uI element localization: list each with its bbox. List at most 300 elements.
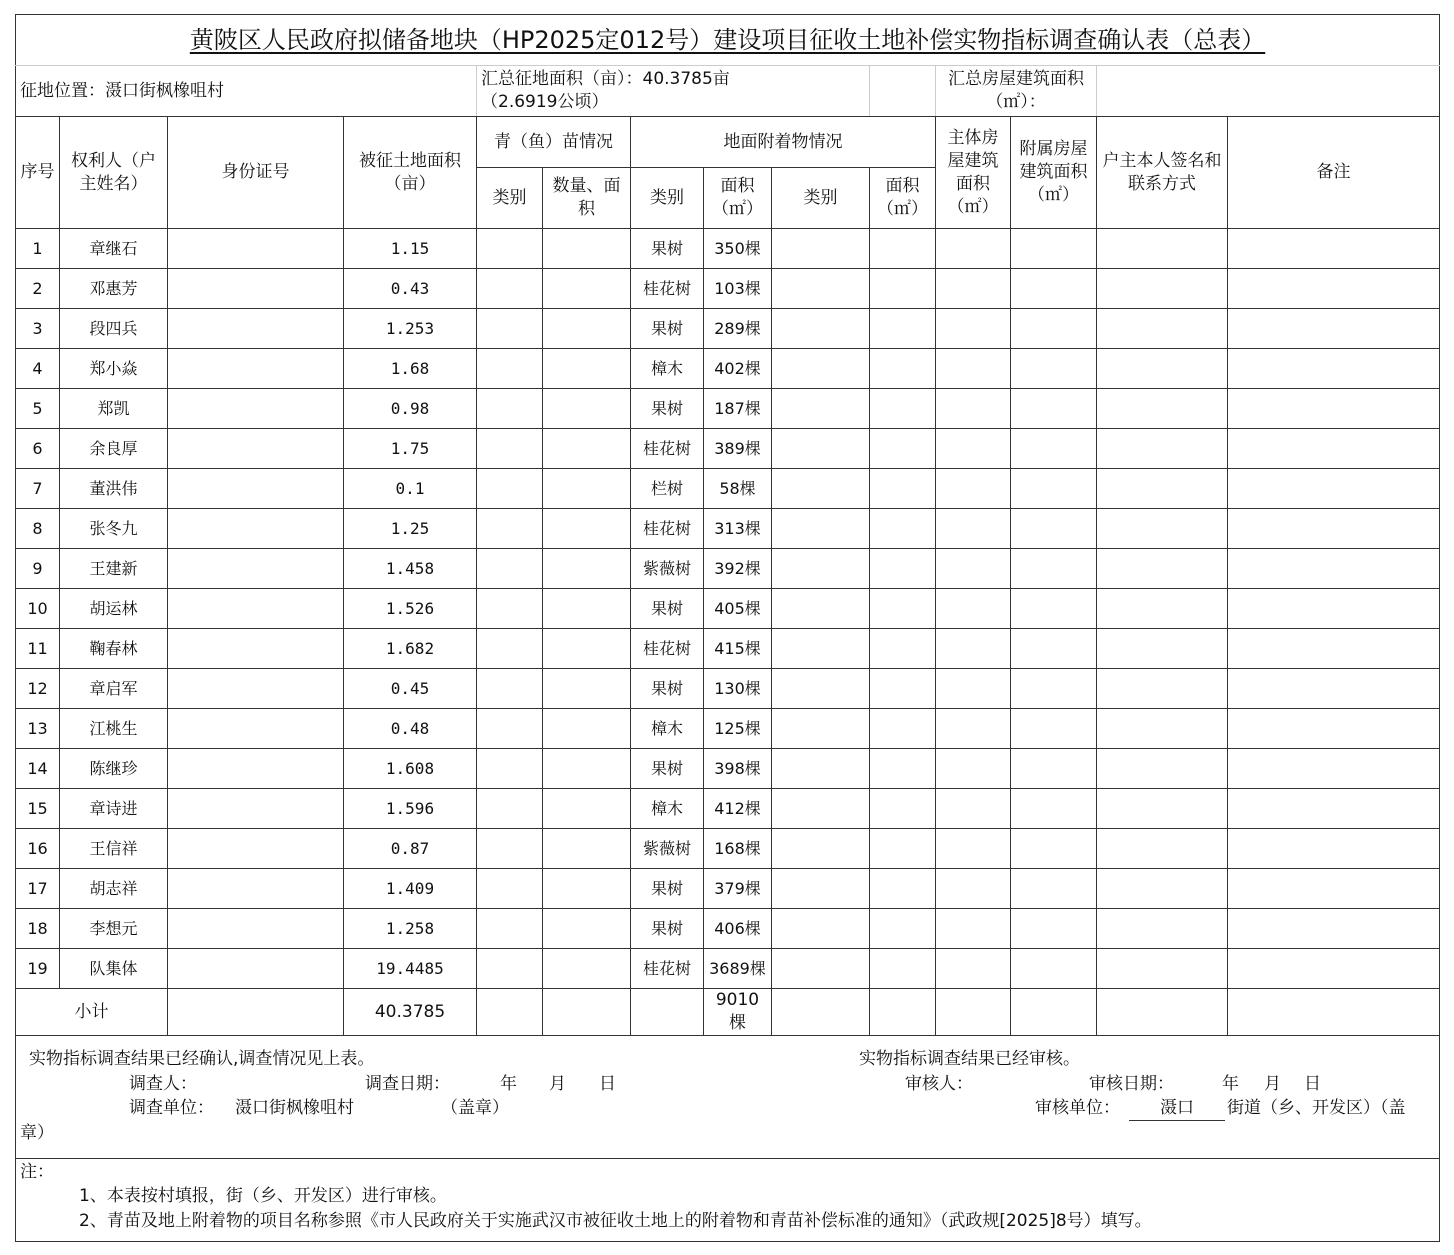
row-main-house: [936, 229, 1011, 269]
row-attach-qty: 389棵: [704, 429, 772, 469]
table-row: [16, 869, 1440, 909]
row-main-house: [936, 669, 1011, 709]
row-attach-type-2: [772, 709, 870, 749]
subtotal-area: 40.3785: [344, 989, 477, 1036]
row-attach-type-2: [772, 869, 870, 909]
row-remarks: [1228, 629, 1440, 669]
row-id-card: [168, 509, 344, 549]
row-attach-type-2: [772, 349, 870, 389]
row-seedling-qty: [543, 909, 631, 949]
row-id-card: [168, 669, 344, 709]
row-land-area: 0.87: [344, 829, 477, 869]
row-signature: [1097, 629, 1228, 669]
row-id-card: [168, 269, 344, 309]
row-owner: 章启军: [60, 669, 168, 709]
row-owner: 胡志祥: [60, 869, 168, 909]
row-remarks: [1228, 829, 1440, 869]
survey-table: [15, 14, 1440, 1242]
row-attach-type: 果树: [631, 389, 704, 429]
row-seedling-qty: [543, 669, 631, 709]
row-seedling-qty: [543, 589, 631, 629]
header-seedling-group: 青（鱼）苗情况: [477, 117, 631, 168]
row-attach-type-2: [772, 749, 870, 789]
row-attach-type-2: [772, 909, 870, 949]
row-attach-area-2: [870, 709, 936, 749]
table-row: [16, 589, 1440, 629]
row-owner: 章诗进: [60, 789, 168, 829]
row-seedling-qty: [543, 229, 631, 269]
row-seq: 17: [16, 869, 60, 909]
row-id-card: [168, 429, 344, 469]
row-attach-area-2: [870, 509, 936, 549]
row-signature: [1097, 949, 1228, 989]
row-signature: [1097, 429, 1228, 469]
row-attach-area-2: [870, 669, 936, 709]
cell-blank: [936, 989, 1011, 1036]
row-seedling-type: [477, 829, 543, 869]
row-seedling-qty: [543, 829, 631, 869]
row-attach-type-2: [772, 469, 870, 509]
header-attach-type-2: 类别: [772, 168, 870, 229]
row-remarks: [1228, 669, 1440, 709]
row-owner: 王建新: [60, 549, 168, 589]
row-id-card: [168, 469, 344, 509]
row-signature: [1097, 229, 1228, 269]
row-seedling-qty: [543, 429, 631, 469]
row-attach-qty: 398棵: [704, 749, 772, 789]
row-main-house: [936, 829, 1011, 869]
row-owner: 郑小焱: [60, 349, 168, 389]
row-main-house: [936, 629, 1011, 669]
row-attach-type: 桂花树: [631, 509, 704, 549]
row-id-card: [168, 309, 344, 349]
row-owner: 队集体: [60, 949, 168, 989]
row-seq: 7: [16, 469, 60, 509]
survey-date-label: 调查日期：: [365, 1074, 450, 1094]
row-owner: 李想元: [60, 909, 168, 949]
row-owner: 邓惠芳: [60, 269, 168, 309]
row-attach-qty: 412棵: [704, 789, 772, 829]
row-main-house: [936, 709, 1011, 749]
note-2: 2、青苗及地上附着物的项目名称参照《市人民政府关于实施武汉市被征收土地上的附着物和青苗补偿标准的通知》（武政规[2025]8号）填写。: [79, 1211, 1152, 1231]
row-attach-qty: 130棵: [704, 669, 772, 709]
row-land-area: 19.4485: [344, 949, 477, 989]
row-main-house: [936, 909, 1011, 949]
row-remarks: [1228, 869, 1440, 909]
confirmation-block: [16, 1036, 1440, 1159]
row-seedling-qty: [543, 349, 631, 389]
row-seedling-qty: [543, 389, 631, 429]
row-aux-house: [1011, 589, 1097, 629]
row-land-area: 0.1: [344, 469, 477, 509]
row-owner: 王信祥: [60, 829, 168, 869]
table-row: [16, 389, 1440, 429]
row-owner: 江桃生: [60, 709, 168, 749]
row-attach-area-2: [870, 549, 936, 589]
row-owner: 陈继珍: [60, 749, 168, 789]
row-seq: 5: [16, 389, 60, 429]
row-remarks: [1228, 269, 1440, 309]
survey-confirm-text: 实物指标调查结果已经确认,调查情况见上表。: [29, 1049, 375, 1069]
header-main-house: 主体房屋建筑面积（㎡）: [936, 117, 1011, 229]
row-seedling-type: [477, 869, 543, 909]
row-attach-area-2: [870, 869, 936, 909]
row-attach-qty: 3689棵: [704, 949, 772, 989]
header-seedling-type: 类别: [477, 168, 543, 229]
info-blank: [870, 66, 936, 117]
row-attach-type: 果树: [631, 669, 704, 709]
review-unit-suffix: 街道（乡、开发区）（盖: [1227, 1098, 1406, 1118]
row-land-area: 0.45: [344, 669, 477, 709]
row-seedling-qty: [543, 789, 631, 829]
row-seedling-type: [477, 389, 543, 429]
row-land-area: 0.98: [344, 389, 477, 429]
row-attach-qty: 125棵: [704, 709, 772, 749]
row-attach-qty: 402棵: [704, 349, 772, 389]
survey-sheet: [15, 14, 1439, 1242]
subtotal-row: [16, 989, 1440, 1036]
row-seedling-type: [477, 629, 543, 669]
table-row: [16, 709, 1440, 749]
row-remarks: [1228, 789, 1440, 829]
cell-blank: [168, 989, 344, 1036]
row-aux-house: [1011, 869, 1097, 909]
row-main-house: [936, 309, 1011, 349]
row-main-house: [936, 389, 1011, 429]
row-signature: [1097, 749, 1228, 789]
row-attach-area-2: [870, 829, 936, 869]
row-aux-house: [1011, 429, 1097, 469]
row-seedling-type: [477, 669, 543, 709]
row-land-area: 1.596: [344, 789, 477, 829]
cell-blank: [1228, 989, 1440, 1036]
row-attach-type: 桂花树: [631, 949, 704, 989]
row-signature: [1097, 309, 1228, 349]
row-seedling-type: [477, 909, 543, 949]
table-row: [16, 909, 1440, 949]
row-land-area: 1.258: [344, 909, 477, 949]
row-seedling-type: [477, 429, 543, 469]
row-seq: 10: [16, 589, 60, 629]
row-land-area: 1.15: [344, 229, 477, 269]
row-seedling-type: [477, 469, 543, 509]
row-attach-area-2: [870, 589, 936, 629]
row-aux-house: [1011, 389, 1097, 429]
review-unit-label: 审核单位：: [1035, 1098, 1120, 1118]
row-seedling-type: [477, 509, 543, 549]
cell-blank: [631, 989, 704, 1036]
row-attach-type-2: [772, 389, 870, 429]
row-attach-qty: 350棵: [704, 229, 772, 269]
row-main-house: [936, 269, 1011, 309]
row-id-card: [168, 829, 344, 869]
row-seq: 6: [16, 429, 60, 469]
row-attach-type: 樟木: [631, 789, 704, 829]
row-attach-type: 果树: [631, 909, 704, 949]
row-attach-type-2: [772, 509, 870, 549]
row-main-house: [936, 749, 1011, 789]
cell-blank: [477, 989, 543, 1036]
row-aux-house: [1011, 629, 1097, 669]
row-id-card: [168, 229, 344, 269]
row-seedling-qty: [543, 509, 631, 549]
review-seal-wrap: 章）: [20, 1123, 54, 1143]
row-land-area: 1.608: [344, 749, 477, 789]
row-attach-type-2: [772, 669, 870, 709]
row-seq: 9: [16, 549, 60, 589]
row-seedling-type: [477, 589, 543, 629]
row-signature: [1097, 589, 1228, 629]
review-day: 日: [1304, 1074, 1321, 1094]
header-signature: 户主本人签名和联系方式: [1097, 117, 1228, 229]
row-land-area: 1.68: [344, 349, 477, 389]
header-attach-type-1: 类别: [631, 168, 704, 229]
row-attach-type-2: [772, 229, 870, 269]
row-aux-house: [1011, 709, 1097, 749]
table-row: [16, 789, 1440, 829]
row-aux-house: [1011, 949, 1097, 989]
header-attach-area-2: 面积（㎡）: [870, 168, 936, 229]
row-attach-type-2: [772, 429, 870, 469]
row-aux-house: [1011, 269, 1097, 309]
header-attach-area-1: 面积（㎡）: [704, 168, 772, 229]
row-land-area: 1.25: [344, 509, 477, 549]
row-signature: [1097, 349, 1228, 389]
row-owner: 余良厚: [60, 429, 168, 469]
survey-day: 日: [599, 1074, 616, 1094]
row-attach-type-2: [772, 949, 870, 989]
row-land-area: 1.409: [344, 869, 477, 909]
row-seedling-qty: [543, 469, 631, 509]
row-attach-qty: 392棵: [704, 549, 772, 589]
row-remarks: [1228, 549, 1440, 589]
row-signature: [1097, 269, 1228, 309]
reviewer-label: 审核人：: [905, 1074, 973, 1094]
row-attach-type: 桂花树: [631, 269, 704, 309]
row-aux-house: [1011, 549, 1097, 589]
row-id-card: [168, 749, 344, 789]
header-land-area: 被征土地面积（亩）: [344, 117, 477, 229]
row-seedling-type: [477, 749, 543, 789]
row-attach-type-2: [772, 829, 870, 869]
row-remarks: [1228, 749, 1440, 789]
row-aux-house: [1011, 749, 1097, 789]
row-attach-type: 果树: [631, 309, 704, 349]
row-owner: 董洪伟: [60, 469, 168, 509]
notes-label: 注：: [20, 1162, 54, 1182]
row-seq: 4: [16, 349, 60, 389]
row-signature: [1097, 469, 1228, 509]
row-seq: 14: [16, 749, 60, 789]
row-attach-type: 樟木: [631, 709, 704, 749]
header-owner: 权利人（户主姓名）: [60, 117, 168, 229]
row-attach-type: 果树: [631, 749, 704, 789]
row-attach-area-2: [870, 909, 936, 949]
row-aux-house: [1011, 829, 1097, 869]
surveyor-label: 调查人：: [129, 1074, 197, 1094]
row-land-area: 1.75: [344, 429, 477, 469]
row-seq: 12: [16, 669, 60, 709]
row-main-house: [936, 349, 1011, 389]
note-1: 1、本表按村填报，街（乡、开发区）进行审核。: [79, 1186, 447, 1206]
row-signature: [1097, 549, 1228, 589]
review-unit-field: 滠口: [1129, 1097, 1225, 1121]
row-seedling-type: [477, 269, 543, 309]
row-attach-type: 桂花树: [631, 429, 704, 469]
row-seq: 11: [16, 629, 60, 669]
row-seedling-qty: [543, 269, 631, 309]
row-seedling-qty: [543, 749, 631, 789]
row-remarks: [1228, 429, 1440, 469]
row-id-card: [168, 589, 344, 629]
row-attach-qty: 187棵: [704, 389, 772, 429]
row-seq: 19: [16, 949, 60, 989]
table-row: [16, 509, 1440, 549]
row-signature: [1097, 709, 1228, 749]
row-attach-qty: 405棵: [704, 589, 772, 629]
row-owner: 鞠春林: [60, 629, 168, 669]
row-remarks: [1228, 909, 1440, 949]
row-attach-qty: 379棵: [704, 869, 772, 909]
cell-blank: [543, 989, 631, 1036]
data-rows: [16, 229, 1440, 989]
row-seedling-type: [477, 229, 543, 269]
subtotal-qty: 9010棵: [704, 989, 772, 1036]
row-attach-type-2: [772, 629, 870, 669]
row-attach-type: 樟木: [631, 349, 704, 389]
row-attach-type-2: [772, 269, 870, 309]
row-attach-type: 紫薇树: [631, 829, 704, 869]
row-land-area: 0.48: [344, 709, 477, 749]
row-aux-house: [1011, 509, 1097, 549]
row-land-area: 1.458: [344, 549, 477, 589]
survey-seal: （盖章）: [441, 1098, 509, 1118]
row-seq: 13: [16, 709, 60, 749]
row-land-area: 0.43: [344, 269, 477, 309]
cell-blank: [772, 989, 870, 1036]
table-row: [16, 629, 1440, 669]
table-row: [16, 469, 1440, 509]
table-title: 黄陂区人民政府拟储备地块（HP2025定012号）建设项目征收土地补偿实物指标调查确认表（总表）: [16, 15, 1440, 66]
row-attach-type-2: [772, 309, 870, 349]
row-remarks: [1228, 229, 1440, 269]
row-attach-area-2: [870, 349, 936, 389]
row-main-house: [936, 589, 1011, 629]
header-remarks: 备注: [1228, 117, 1440, 229]
row-owner: 胡运林: [60, 589, 168, 629]
row-id-card: [168, 909, 344, 949]
row-attach-area-2: [870, 429, 936, 469]
row-attach-qty: 313棵: [704, 509, 772, 549]
row-aux-house: [1011, 309, 1097, 349]
row-owner: 段四兵: [60, 309, 168, 349]
row-remarks: [1228, 349, 1440, 389]
row-main-house: [936, 869, 1011, 909]
row-main-house: [936, 469, 1011, 509]
survey-unit-label: 调查单位：: [129, 1098, 214, 1118]
table-row: [16, 949, 1440, 989]
row-id-card: [168, 349, 344, 389]
table-row: [16, 309, 1440, 349]
table-row: [16, 229, 1440, 269]
row-seedling-type: [477, 549, 543, 589]
row-remarks: [1228, 469, 1440, 509]
table-row: [16, 429, 1440, 469]
row-aux-house: [1011, 909, 1097, 949]
row-owner: 郑凯: [60, 389, 168, 429]
row-id-card: [168, 949, 344, 989]
total-land-area: 汇总征地面积（亩）：40.3785亩 （2.6919公顷）: [477, 66, 870, 117]
row-seq: 3: [16, 309, 60, 349]
row-signature: [1097, 869, 1228, 909]
row-id-card: [168, 549, 344, 589]
row-seq: 8: [16, 509, 60, 549]
row-main-house: [936, 549, 1011, 589]
row-signature: [1097, 789, 1228, 829]
row-attach-type: 栏树: [631, 469, 704, 509]
row-attach-area-2: [870, 949, 936, 989]
subtotal-label: 小计: [16, 989, 168, 1036]
row-seq: 1: [16, 229, 60, 269]
cell-blank: [870, 989, 936, 1036]
row-seq: 18: [16, 909, 60, 949]
row-attach-qty: 415棵: [704, 629, 772, 669]
row-attach-qty: 406棵: [704, 909, 772, 949]
row-attach-type: 桂花树: [631, 629, 704, 669]
header-attachment-group: 地面附着物情况: [631, 117, 936, 168]
row-id-card: [168, 789, 344, 829]
table-row: [16, 349, 1440, 389]
row-attach-area-2: [870, 269, 936, 309]
row-seedling-qty: [543, 869, 631, 909]
row-land-area: 1.253: [344, 309, 477, 349]
total-house-area: 汇总房屋建筑面积 （㎡）：: [936, 66, 1097, 117]
header-seedling-qty: 数量、面积: [543, 168, 631, 229]
row-attach-qty: 289棵: [704, 309, 772, 349]
cell-blank: [1011, 989, 1097, 1036]
row-seq: 2: [16, 269, 60, 309]
header-aux-house: 附属房屋建筑面积（㎡）: [1011, 117, 1097, 229]
review-year: 年: [1222, 1074, 1239, 1094]
row-remarks: [1228, 309, 1440, 349]
row-seedling-qty: [543, 309, 631, 349]
row-signature: [1097, 509, 1228, 549]
review-confirm-text: 实物指标调查结果已经审核。: [859, 1049, 1080, 1069]
row-seedling-type: [477, 949, 543, 989]
row-remarks: [1228, 389, 1440, 429]
row-attach-area-2: [870, 309, 936, 349]
row-remarks: [1228, 709, 1440, 749]
row-aux-house: [1011, 349, 1097, 389]
row-id-card: [168, 629, 344, 669]
row-attach-area-2: [870, 749, 936, 789]
table-row: [16, 749, 1440, 789]
row-signature: [1097, 909, 1228, 949]
total-house-area-value: [1097, 66, 1440, 117]
row-aux-house: [1011, 789, 1097, 829]
row-seedling-qty: [543, 549, 631, 589]
row-attach-type: 果树: [631, 589, 704, 629]
notes-block: [16, 1159, 1440, 1242]
row-remarks: [1228, 949, 1440, 989]
row-attach-type-2: [772, 789, 870, 829]
row-attach-area-2: [870, 629, 936, 669]
row-attach-qty: 168棵: [704, 829, 772, 869]
row-attach-area-2: [870, 469, 936, 509]
row-id-card: [168, 389, 344, 429]
row-owner: 章继石: [60, 229, 168, 269]
row-seedling-qty: [543, 949, 631, 989]
